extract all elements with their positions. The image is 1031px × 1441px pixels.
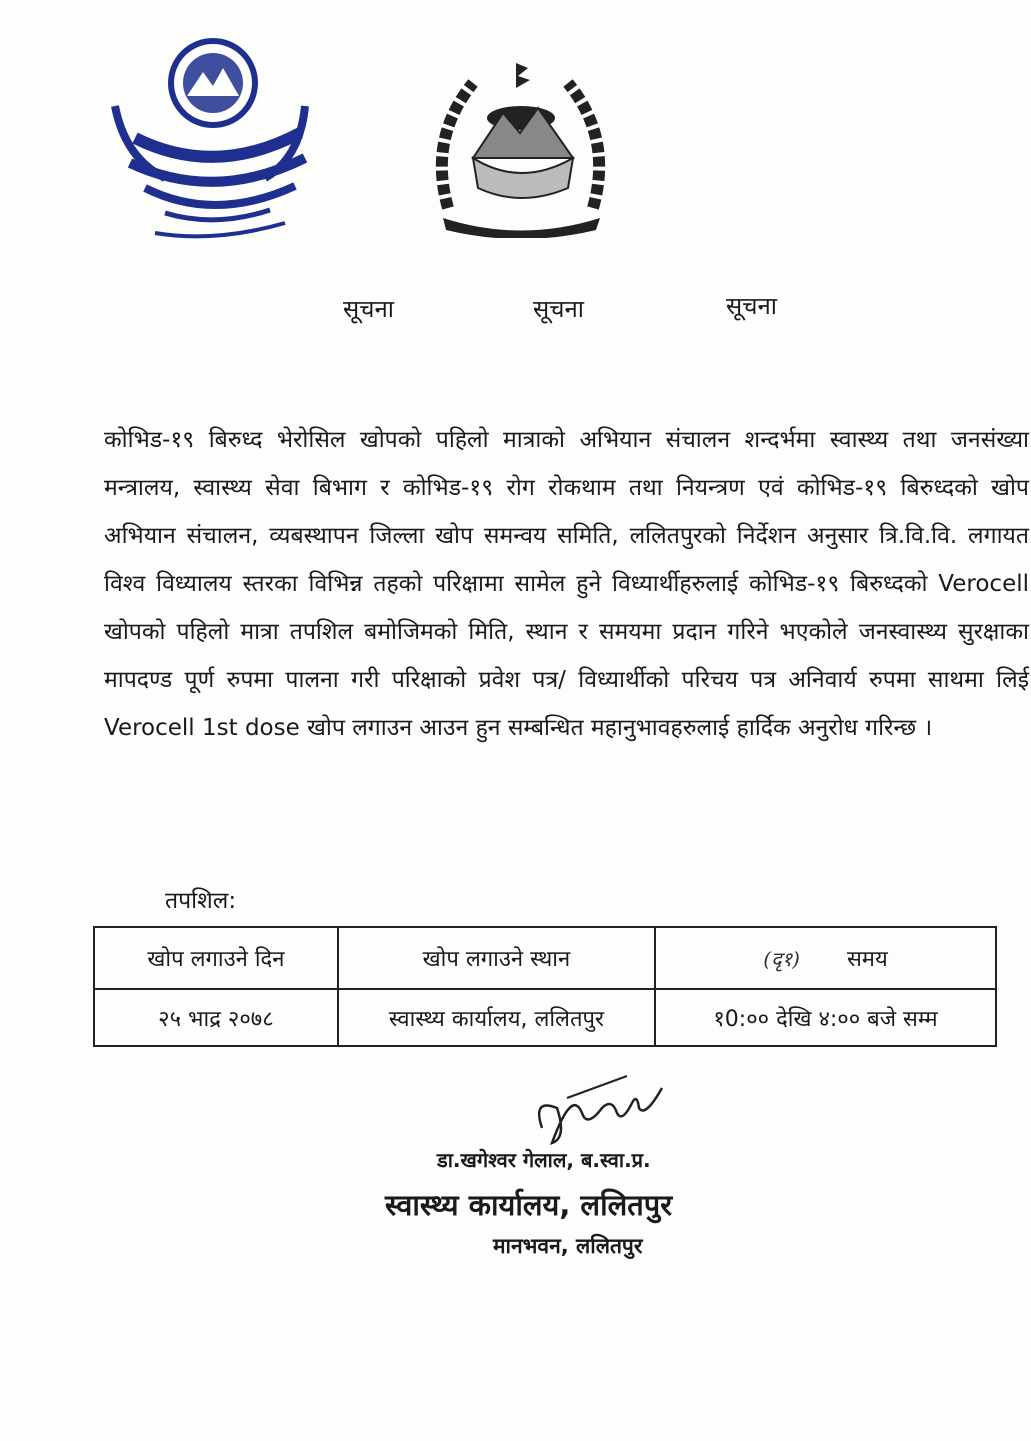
notice-heading-1: सूचना	[343, 295, 394, 323]
header-location: खोप लगाउने स्थान	[338, 927, 655, 989]
nepal-emblem-icon	[428, 58, 613, 238]
vaccination-schedule-table	[93, 926, 997, 1047]
cell-location: स्वास्थ्य कार्यालय, ललितपुर	[338, 989, 655, 1046]
details-label: तपशिल:	[165, 888, 237, 914]
notice-body-paragraph: कोभिड-१९ बिरुध्द भेरोसिल खोपको पहिलो मात्राको अभियान संचालन शन्दर्भमा स्वास्थ्य तथा जनसंख्या मन्त्रालय, स्वास्थ्य सेवा बिभाग र कोभिड-१९ रोग रोकथाम तथा नियन्त्रण एवं कोभिड-१९ बिरुध्दको खोप अभियान संचालन, व्यबस्थापन जिल्ला खोप समन्वय समिति, ललितपुरको निर्देशन अनुसार त्रि.वि.वि. लगायत विश्व विध्यालय स्तरका विभिन्न तहको परिक्षामा सामेल हुने विध्यार्थीहरुलाई कोभिड-१९ बिरुध्दको Verocell खोपको पहिलो मात्रा तपशिल बमोजिमको मिति, स्थान र समयमा प्रदान गरिने भएकोले जनस्वास्थ्य सुरक्षाका मापदण्ड पूर्ण रुपमा पालना गरी परिक्षाको प्रवेश पत्र/ विध्यार्थीको परिचय पत्र अनिवार्य रुपमा साथमा लिई Verocell 1st dose खोप लगाउन आउन हुन सम्बन्धित महानुभावहरुलाई हार्दिक अनुरोध गरिन्छ ।	[104, 427, 1029, 741]
header-date: खोप लगाउने दिन	[94, 927, 338, 989]
signature-graphic	[527, 1068, 667, 1158]
handwritten-note: (दृ१)	[763, 947, 800, 971]
signatory-name: डा.खगेश्वर गेलाल, ब.स्वा.प्र.	[437, 1148, 651, 1172]
table-row	[94, 989, 996, 1046]
emblem-graphic	[428, 58, 613, 238]
header-time	[655, 927, 996, 989]
office-seal	[105, 28, 325, 253]
header-time-label: समय	[846, 947, 888, 972]
notice-heading-2: सूचना	[533, 295, 584, 323]
table-header-row	[94, 927, 996, 989]
cell-time: १0:०० देखि ४:०० बजे सम्म	[655, 989, 996, 1046]
signatory-address: मानभवन, ललितपुर	[493, 1234, 643, 1258]
signatory-office: स्वास्थ्य कार्यालय, ललितपुर	[385, 1188, 673, 1222]
seal-graphic	[105, 28, 325, 253]
handwritten-signature	[527, 1068, 667, 1158]
cell-date: २५ भाद्र २०७८	[94, 989, 338, 1046]
notice-heading-3: सूचना	[726, 292, 777, 320]
